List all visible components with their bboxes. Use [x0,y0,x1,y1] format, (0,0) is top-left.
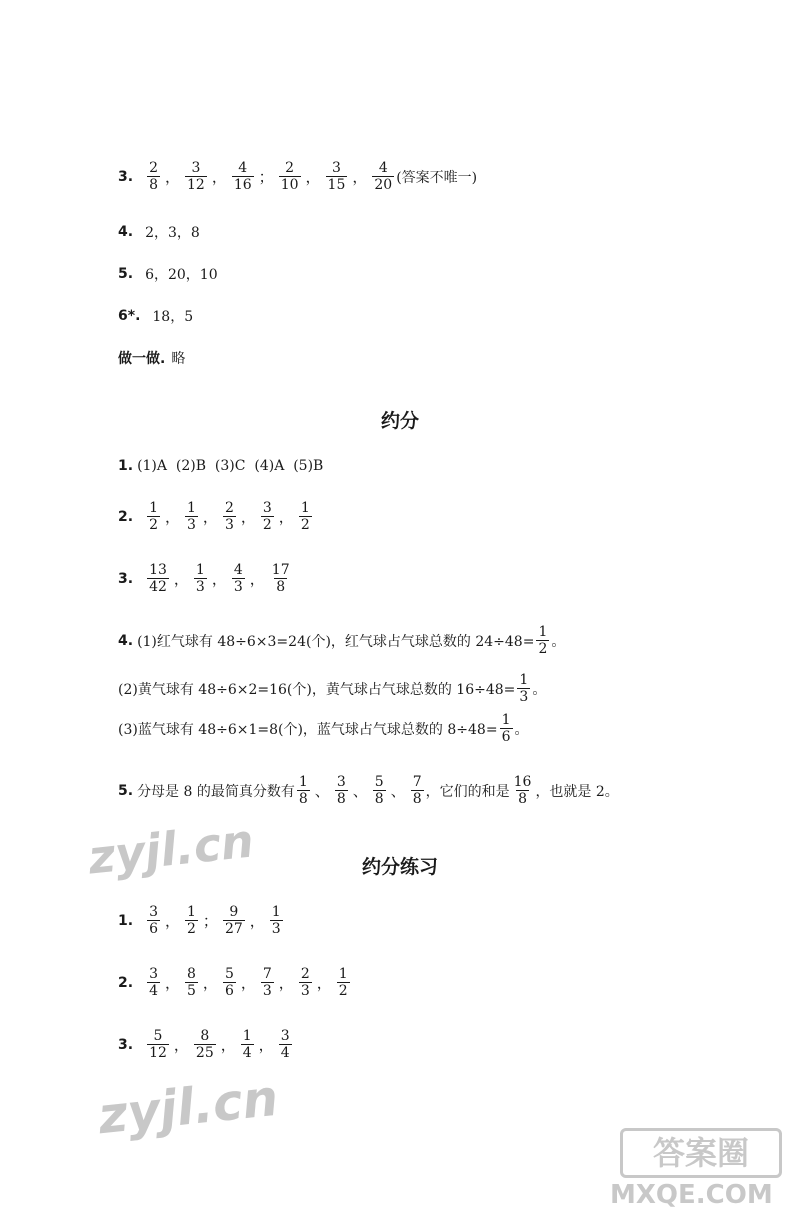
question-number: 6*. [118,308,141,324]
fraction: $\frac{7}{3}$ [262,966,272,1000]
period: 。 [551,633,566,650]
question-number: 1. [118,458,134,474]
fraction: $\frac{1}{2}$ [149,500,158,534]
fraction: $\frac{1}{2}$ [538,624,548,658]
yuefen-answer-4-part2 [118,672,546,705]
lianxi-answer-1: 1. $\frac{3}{6}$ ， $\frac{1}{2}$ ； $\frac{9}{27}$ ， $\frac{1}{3}$ [118,904,281,938]
fraction: $\frac{3}{15}$ [327,160,346,194]
watermark-zyjl-2: zyjl.cn [95,1068,281,1146]
answer-text: 分母是 8 的最简真分数有 [137,783,295,800]
answer-do [118,348,185,368]
yuefen-answer-2: 2. $\frac{1}{2}$ ， $\frac{1}{3}$ ， $\frac{2}{3}$ ， $\frac{3}{2}$ ， $\frac{1}{2}$ [118,500,310,534]
fraction: $\frac{3}{8}$ [336,774,346,808]
fraction: $\frac{4}{20}$ [374,160,393,194]
fraction: $\frac{2}{10}$ [280,160,299,194]
yuefen-answer-5: 5. 分母是 8 的最简真分数有 $\frac{1}{8}$ 、 $\frac{3}{8}$ 、 $\frac{5}{8}$ 、 $\frac{7}{8}$ ，它们的和是 $\frac{16}{8}$ ，也就是 2。 [118,774,619,808]
section-title-yuefen: 约分 [380,410,419,432]
answer-text: (1)红气球有 48÷6×3=24(个)，红气球占气球总数的 24÷48= [137,633,535,650]
answer-6-prev [118,306,193,326]
fraction: $\frac{4}{16}$ [233,160,252,194]
fraction: $\frac{7}{8}$ [412,774,422,808]
answer-text: (1)A (2)B (3)C (4)A (5)B [137,458,324,474]
fraction: $\frac{9}{27}$ [224,904,243,938]
fraction: $\frac{2}{3}$ [224,500,234,534]
watermark-daan-logo: 答案圈 [620,1128,782,1178]
yuefen-answer-4-part1 [118,624,565,657]
question-number: 3. [118,168,134,185]
fraction: $\frac{1}{2}$ [338,966,348,1000]
yuefen-answer-4-part3 [118,712,529,745]
answer-text: ，也就是 2。 [535,783,619,800]
answer-4-prev [118,222,200,242]
question-number: 5. [118,266,134,282]
fraction: $\frac{1}{3}$ [195,562,205,596]
question-number: 3. [118,1036,134,1053]
fraction: $\frac{5}{8}$ [374,774,384,808]
fraction: $\frac{5}{12}$ [149,1028,167,1062]
watermark-mxqe: MXQE.COM [610,1180,773,1210]
question-number: 2. [118,508,134,525]
fraction: $\frac{1}{2}$ [300,500,310,534]
fraction: $\frac{1}{8}$ [298,774,308,808]
lianxi-answer-2: 2. $\frac{3}{4}$ ， $\frac{8}{5}$ ， $\frac{5}{6}$ ， $\frac{7}{3}$ ， $\frac{2}{3}$ ， $\frac{1}{2}$ [118,966,348,1000]
fraction: $\frac{1}{3}$ [271,904,281,938]
fraction: $\frac{4}{3}$ [233,562,243,596]
answer-3-prev: 3. $\frac{2}{8}$ ， $\frac{3}{12}$ ， $\frac{4}{16}$ ； $\frac{2}{10}$ ， $\frac{3}{15}$ ， $\frac{4}{20}$ (答案不唯一) [118,160,478,194]
question-number: 4. [118,224,134,240]
answer-text: ，它们的和是 [425,783,510,800]
fraction: $\frac{3}{6}$ [149,904,158,938]
answer-text: 2，3，8 [145,225,200,241]
fraction: $\frac{1}{2}$ [187,904,196,938]
period: 。 [532,681,547,698]
fraction: $\frac{3}{12}$ [187,160,205,194]
note-text: (答案不唯一) [396,169,478,186]
fraction: $\frac{16}{8}$ [513,774,532,808]
answer-text: (2)黄气球有 48÷6×2=16(个)，黄气球占气球总数的 16÷48= [118,681,516,698]
yuefen-answer-3: 3. $\frac{13}{42}$ ， $\frac{1}{3}$ ， $\frac{4}{3}$ ， $\frac{17}{8}$ [118,562,290,596]
fraction: $\frac{1}{6}$ [501,712,511,746]
question-number: 做一做. [118,351,166,367]
fraction: $\frac{1}{4}$ [242,1028,252,1062]
question-number: 1. [118,912,134,929]
yuefen-answer-1 [118,458,323,474]
fraction: $\frac{8}{25}$ [195,1028,214,1062]
question-number: 5. [118,782,134,799]
answer-text: 18，5 [152,309,194,325]
fraction: $\frac{3}{4}$ [149,966,158,1000]
question-number: 3. [118,570,134,587]
fraction: $\frac{3}{4}$ [280,1028,290,1062]
fraction: $\frac{17}{8}$ [271,562,290,596]
question-number: 2. [118,974,134,991]
fraction: $\frac{3}{2}$ [262,500,272,534]
period: 。 [514,721,529,738]
watermark-zyjl-1: zyjl.cn [85,813,257,885]
fraction: $\frac{1}{3}$ [519,672,529,706]
question-number: 4. [118,632,134,649]
fraction: $\frac{13}{42}$ [149,562,167,596]
fraction: $\frac{8}{5}$ [187,966,196,1000]
lianxi-answer-3: 3. $\frac{5}{12}$ ， $\frac{8}{25}$ ， $\frac{1}{4}$ ， $\frac{3}{4}$ [118,1028,290,1062]
answer-text: 6，20，10 [145,267,218,283]
fraction: $\frac{5}{6}$ [224,966,234,1000]
answer-text: (3)蓝气球有 48÷6×1=8(个)，蓝气球占气球总数的 8÷48= [118,721,498,738]
fraction: $\frac{1}{3}$ [187,500,196,534]
answer-text: 略 [171,351,186,367]
answer-5-prev [118,264,218,284]
fraction: $\frac{2}{3}$ [300,966,310,1000]
section-title-lianxi: 约分练习 [361,856,438,878]
fraction: $\frac{2}{8}$ [149,160,158,194]
